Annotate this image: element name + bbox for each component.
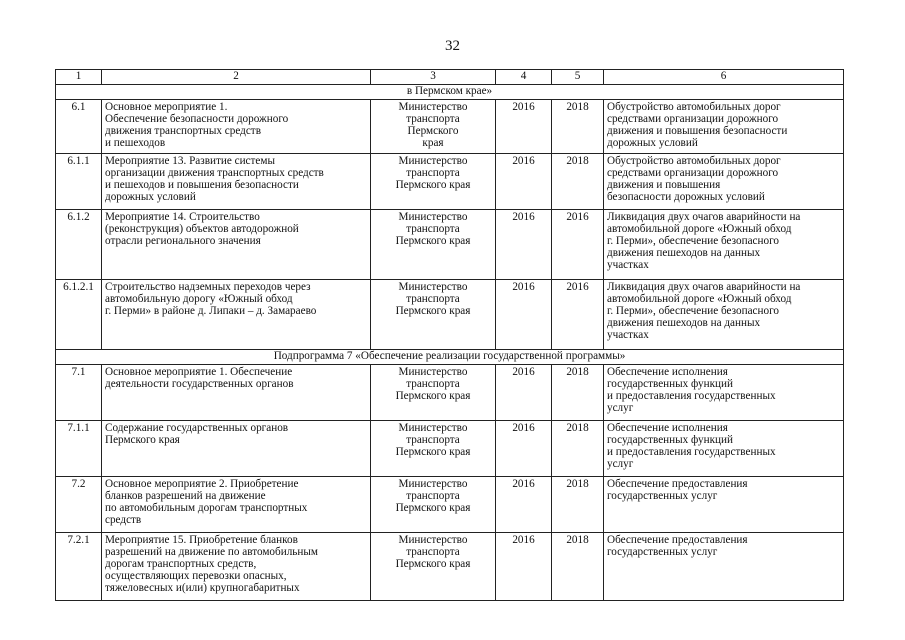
- item-end-year: 2018: [552, 421, 604, 477]
- item-name: Содержание государственных органов Пермского края: [102, 421, 371, 477]
- item-name: Основное мероприятие 1. Обеспечение деятельности государственных органов: [102, 365, 371, 421]
- item-result: Обеспечение предоставления государственных услуг: [604, 477, 844, 533]
- table-row: [56, 477, 844, 533]
- item-result: Обеспечение исполнения государственных функций и предоставления государственных услуг: [604, 421, 844, 477]
- item-end-year: 2018: [552, 477, 604, 533]
- item-end-year: 2018: [552, 100, 604, 154]
- item-executor: Министерство транспорта Пермского края: [371, 154, 496, 210]
- item-executor: Министерство транспорта Пермского края: [371, 365, 496, 421]
- column-number-2: 2: [102, 70, 371, 85]
- item-executor: Министерство транспорта Пермского края: [371, 210, 496, 280]
- page-number: 32: [445, 38, 460, 54]
- item-name: Основное мероприятие 2. Приобретение бланков разрешений на движение по автомобильным дорогам транспортных средств: [102, 477, 371, 533]
- table-row: [56, 421, 844, 477]
- item-result: Обеспечение исполнения государственных функций и предоставления государственных услуг: [604, 365, 844, 421]
- item-executor: Министерство транспорта Пермского края: [371, 100, 496, 154]
- item-executor: Министерство транспорта Пермского края: [371, 421, 496, 477]
- item-result: Ликвидация двух очагов аварийности на автомобильной дороге «Южный обход г. Перми», обеспечение безопасного движения пешеходов на данных участках: [604, 210, 844, 280]
- column-number-row: [56, 70, 844, 85]
- item-executor: Министерство транспорта Пермского края: [371, 533, 496, 601]
- item-start-year: 2016: [496, 365, 552, 421]
- item-name: Мероприятие 15. Приобретение бланков разрешений на движение по автомобильным дорогам транспортных средств, осуществляющих перевозки опасных, тяжеловесных и(или) крупногабаритных: [102, 533, 371, 601]
- table-row: [56, 365, 844, 421]
- item-executor: Министерство транспорта Пермского края: [371, 280, 496, 350]
- program-table: [55, 69, 844, 601]
- item-name: Основное мероприятие 1. Обеспечение безопасности дорожного движения транспортных средств и пешеходов: [102, 100, 371, 154]
- item-end-year: 2018: [552, 365, 604, 421]
- item-result: Обеспечение предоставления государственных услуг: [604, 533, 844, 601]
- table-row: [56, 154, 844, 210]
- item-start-year: 2016: [496, 280, 552, 350]
- item-number: 7.1.1: [56, 421, 102, 477]
- item-end-year: 2016: [552, 210, 604, 280]
- column-number-6: 6: [604, 70, 844, 85]
- item-end-year: 2018: [552, 533, 604, 601]
- table-row: [56, 210, 844, 280]
- item-name: Мероприятие 14. Строительство (реконструкция) объектов автодорожной отрасли регионального значения: [102, 210, 371, 280]
- item-result: Обустройство автомобильных дорог средствами организации дорожного движения и повышения безопасности дорожных условий: [604, 100, 844, 154]
- column-number-4: 4: [496, 70, 552, 85]
- item-start-year: 2016: [496, 210, 552, 280]
- item-number: 7.2: [56, 477, 102, 533]
- item-end-year: 2018: [552, 154, 604, 210]
- item-number: 6.1.2: [56, 210, 102, 280]
- column-number-1: 1: [56, 70, 102, 85]
- item-name: Строительство надземных переходов через автомобильную дорогу «Южный обход г. Перми» в районе д. Липаки – д. Замараево: [102, 280, 371, 350]
- item-start-year: 2016: [496, 100, 552, 154]
- section-header-row: [56, 350, 844, 365]
- column-number-5: 5: [552, 70, 604, 85]
- item-start-year: 2016: [496, 533, 552, 601]
- section-title: в Пермском крае»: [56, 85, 844, 100]
- item-number: 6.1.1: [56, 154, 102, 210]
- item-number: 7.1: [56, 365, 102, 421]
- table-body: [56, 70, 844, 601]
- section-header-row: [56, 85, 844, 100]
- table-row: [56, 533, 844, 601]
- table-row: [56, 100, 844, 154]
- section-title: Подпрограмма 7 «Обеспечение реализации государственной программы»: [56, 350, 844, 365]
- item-number: 6.1.2.1: [56, 280, 102, 350]
- item-start-year: 2016: [496, 421, 552, 477]
- item-number: 7.2.1: [56, 533, 102, 601]
- table-row: [56, 280, 844, 350]
- item-name: Мероприятие 13. Развитие системы организации движения транспортных средств и пешеходов и повышения безопасности дорожных условий: [102, 154, 371, 210]
- item-number: 6.1: [56, 100, 102, 154]
- item-result: Обустройство автомобильных дорог средствами организации дорожного движения и повышения безопасности дорожных условий: [604, 154, 844, 210]
- item-start-year: 2016: [496, 154, 552, 210]
- item-result: Ликвидация двух очагов аварийности на автомобильной дороге «Южный обход г. Перми», обеспечение безопасного движения пешеходов на данных участках: [604, 280, 844, 350]
- column-number-3: 3: [371, 70, 496, 85]
- item-start-year: 2016: [496, 477, 552, 533]
- item-executor: Министерство транспорта Пермского края: [371, 477, 496, 533]
- item-end-year: 2016: [552, 280, 604, 350]
